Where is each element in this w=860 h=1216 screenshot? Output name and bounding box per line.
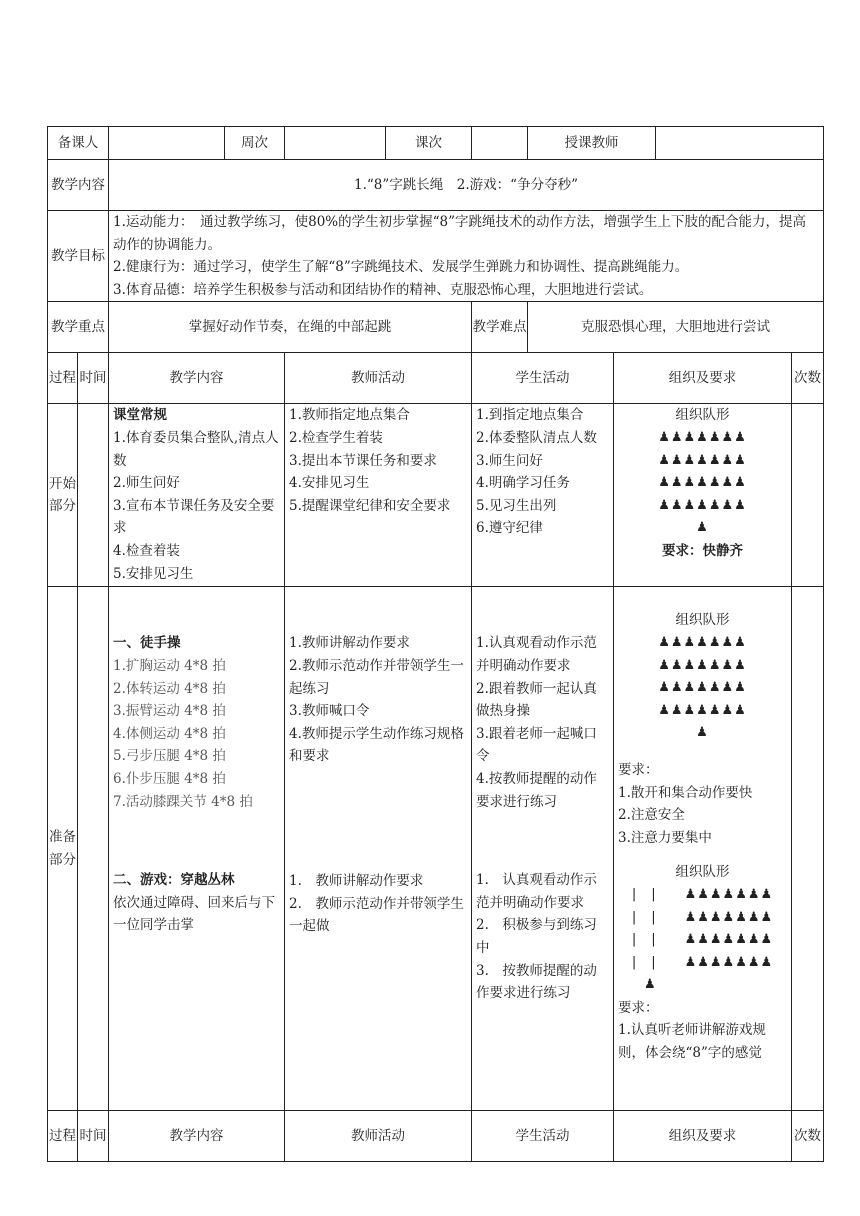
formation-row: ♟♟♟♟♟♟♟ [658,429,747,445]
formation-row: ♟♟♟♟♟♟♟ [658,680,747,696]
content-item: 3.宣布本节课任务及安全要求 [113,497,275,537]
col-organization: 组织及要求 [614,353,792,404]
week-label: 周次 [225,127,285,160]
warmup-item: 6.仆步压腿 4*8 拍 [113,770,226,787]
requirement-line: 要求： [618,761,659,778]
start-count [792,404,824,587]
game-description: 依次通过障碍、回来后与下一位同学击掌 [113,894,275,934]
student-item: 6.遵守纪律 [476,520,543,537]
formation-row: ♟♟♟♟♟♟♟ [658,452,747,468]
col-time: 时间 [78,353,109,404]
content-item: 2.师生问好 [113,475,180,492]
key-text: 掌握好动作节奏，在绳的中部起跳 [109,302,472,353]
content-label: 教学内容 [48,160,109,211]
start-content [109,404,285,587]
content-item: 5.安排见习生 [113,565,194,582]
difficulty-label: 教学难点 [472,302,528,353]
warmup-item: 3.振臂运动 4*8 拍 [113,703,226,720]
prep-count [792,587,824,1111]
teacher-item: 2. 教师示范动作并带领学生一起做 [289,895,464,935]
formation-title: 组织队形 [675,407,730,424]
col-count: 次数 [792,353,824,404]
start-organization [614,404,792,587]
student-item: 1. 认真观看动作示范并明确动作要求 [476,872,597,911]
student-item: 5.见习生出列 [476,497,557,514]
teacher-item: 4.教师提示学生动作练习规格和要求 [289,725,464,765]
requirement-line: 1.散开和集合动作要快 [618,784,753,801]
warmup-item: 5.弓步压腿 4*8 拍 [113,748,226,765]
student-item: 4.按教师提醒的动作要求进行练习 [476,770,597,810]
start-time [78,404,109,587]
student-item: 1.到指定地点集合 [476,407,584,424]
requirement-line: 2.注意安全 [618,807,685,824]
lesson-value[interactable] [472,127,528,160]
formation-teacher: ♟ [696,725,709,741]
start-section-label: 开始部分 [48,404,78,587]
teacher-value[interactable] [656,127,824,160]
formation-row: | | ♟♟♟♟♟♟♟ [631,932,774,948]
formation-teacher: ♟ [644,977,657,993]
formation-row: ♟♟♟♟♟♟♟ [658,634,747,650]
warmup-item: 2.体转运动 4*8 拍 [113,680,226,697]
goals-text [109,211,824,302]
goal-line: 1.运动能力： 通过教学练习，使80%的学生初步掌握“8”字跳绳技术的动作方法，增强学生上下肢的配合能力，提高动作的协调能力。 [113,214,807,253]
prep-organization [614,587,792,1111]
formation-row: ♟♟♟♟♟♟♟ [658,497,747,513]
formation-row: | | ♟♟♟♟♟♟♟ [631,886,774,902]
key-label: 教学重点 [48,302,109,353]
teacher-item: 3.提出本节课任务和要求 [289,452,437,469]
prep-student [472,587,614,1111]
requirement-line: 3.注意力要集中 [618,829,712,846]
teacher-item: 1.教师指定地点集合 [289,407,410,424]
lesson-title: 1.“8”字跳长绳 2.游戏：“争分夺秒” [109,160,824,211]
content-item: 1.体育委员集合整队,清点人数 [113,429,279,469]
formation-teacher: ♟ [696,520,709,536]
requirement-line: 1.认真听老师讲解游戏规则，体会绕“8”字的感觉 [618,1022,766,1062]
preparer-value[interactable] [109,127,225,160]
col-process: 过程 [48,1111,78,1162]
student-item: 1.认真观看动作示范并明确动作要求 [476,635,597,674]
warmup-title: 一、徒手操 [113,635,181,652]
lesson-plan-table [47,126,824,1162]
formation-title: 组织队形 [675,864,730,881]
col-student: 学生活动 [472,1111,614,1162]
student-item: 2.体委整队清点人数 [476,429,597,446]
week-value[interactable] [285,127,386,160]
student-item: 3.师生问好 [476,452,543,469]
prep-teacher [285,587,472,1111]
formation-title: 组织队形 [675,612,730,629]
student-item: 3. 按教师提醒的动作要求进行练习 [476,962,597,1002]
formation-row: | | ♟♟♟♟♟♟♟ [631,909,774,925]
teacher-label: 授课教师 [528,127,656,160]
preparer-label: 备课人 [48,127,109,160]
formation-row: ♟♟♟♟♟♟♟ [658,475,747,491]
teacher-item: 1.教师讲解动作要求 [289,635,410,652]
goal-line: 2.健康行为：通过学习，使学生了解“8”字跳绳技术、发展学生弹跳力和协调性、提高跳绳能力。 [113,259,689,276]
start-teacher [285,404,472,587]
requirement-line: 要求： [618,999,659,1016]
content-item: 4.检查着装 [113,542,180,559]
formation-row: | | ♟♟♟♟♟♟♟ [631,954,774,970]
formation-row: ♟♟♟♟♟♟♟ [658,702,747,718]
teacher-item: 2.教师示范动作并带领学生一起练习 [289,657,464,697]
warmup-item: 4.体侧运动 4*8 拍 [113,725,226,742]
teacher-item: 4.安排见习生 [289,475,370,492]
teacher-item: 5.提醒课堂纪律和安全要求 [289,497,451,514]
warmup-item: 1.扩胸运动 4*8 拍 [113,657,226,674]
col-student: 学生活动 [472,353,614,404]
difficulty-text: 克服恐惧心理，大胆地进行尝试 [528,302,824,353]
start-student [472,404,614,587]
teacher-item: 3.教师喊口令 [289,703,370,720]
routine-title: 课堂常规 [113,407,167,424]
col-time: 时间 [78,1111,109,1162]
teacher-item: 1. 教师讲解动作要求 [289,872,424,889]
requirement: 要求：快静齐 [662,542,743,559]
student-item: 2. 积极参与到练习中 [476,917,597,956]
game-title: 二、游戏：穿越丛林 [113,872,235,889]
student-item: 3.跟着老师一起喊口令 [476,725,597,765]
prep-section-label: 准备部分 [48,587,78,1111]
goal-line: 3.体育品德：培养学生积极参与活动和团结协作的精神、克服恐怖心理，大胆地进行尝试。 [113,281,653,298]
col-teacher: 教师活动 [285,1111,472,1162]
goals-label: 教学目标 [48,211,109,302]
col-content: 教学内容 [109,1111,285,1162]
student-item: 2.跟着教师一起认真做热身操 [476,680,597,720]
col-process: 过程 [48,353,78,404]
col-count: 次数 [792,1111,824,1162]
student-item: 4.明确学习任务 [476,475,570,492]
teacher-item: 2.检查学生着装 [289,429,383,446]
lesson-label: 课次 [386,127,472,160]
col-teacher: 教师活动 [285,353,472,404]
warmup-item: 7.活动膝踝关节 4*8 拍 [113,793,253,810]
prep-time [78,587,109,1111]
col-content: 教学内容 [109,353,285,404]
formation-row: ♟♟♟♟♟♟♟ [658,657,747,673]
prep-content [109,587,285,1111]
col-organization: 组织及要求 [614,1111,792,1162]
